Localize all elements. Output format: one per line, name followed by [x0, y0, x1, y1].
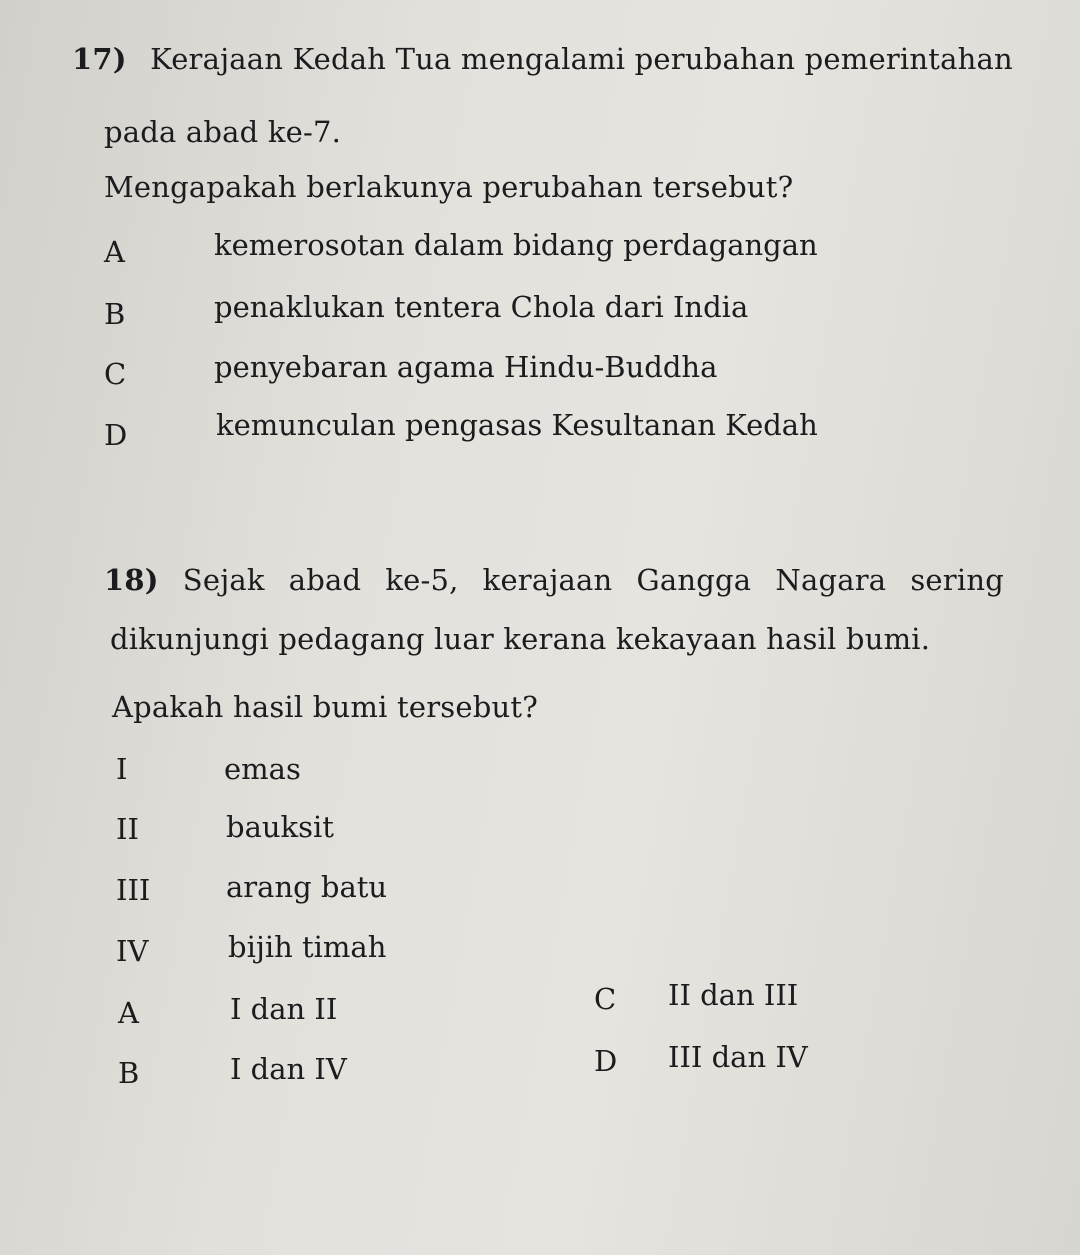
- q18-item-iv-numeral: IV: [116, 934, 149, 968]
- q18-line1: [104, 563, 1004, 597]
- q18-item-i-text: emas: [224, 752, 301, 786]
- q18-word: abad: [288, 563, 362, 597]
- q18-word: sering: [910, 563, 1004, 597]
- q18-word: Gangga: [636, 563, 752, 597]
- q17-option-d-letter: D: [104, 418, 128, 452]
- q18-word: kerajaan: [482, 563, 613, 597]
- q17-stem-line1: Kerajaan Kedah Tua mengalami perubahan pemerintahan: [150, 42, 1013, 76]
- q18-question: Apakah hasil bumi tersebut?: [112, 690, 538, 724]
- q18-item-iii-text: arang batu: [226, 870, 388, 904]
- q18-option-c-letter: C: [594, 982, 617, 1016]
- q17-line1: [72, 42, 1013, 76]
- q18-item-ii-text: bauksit: [226, 810, 334, 844]
- q17-question: Mengapakah berlakunya perubahan tersebut?: [104, 170, 794, 204]
- q18-option-d-text: III dan IV: [668, 1040, 808, 1074]
- q18-stem-line2: dikunjungi pedagang luar kerana kekayaan hasil bumi.: [110, 622, 931, 656]
- q18-word: Nagara: [775, 563, 887, 597]
- q18-option-d-letter: D: [594, 1044, 618, 1078]
- q17-option-d-text: kemunculan pengasas Kesultanan Kedah: [216, 408, 818, 442]
- q18-word: Sejak: [182, 563, 265, 597]
- q17-option-c-letter: C: [104, 357, 127, 391]
- q18-word: ke-5,: [385, 563, 459, 597]
- q18-number: 18): [104, 563, 159, 597]
- q17-option-c-text: penyebaran agama Hindu-Buddha: [214, 350, 718, 384]
- q18-item-iv-text: bijih timah: [228, 930, 387, 964]
- q17-option-a-letter: A: [104, 235, 125, 269]
- q18-item-ii-numeral: II: [116, 812, 139, 846]
- q18-option-a-text: I dan II: [230, 992, 338, 1026]
- q18-option-a-letter: A: [118, 996, 139, 1030]
- q18-option-b-text: I dan IV: [230, 1052, 347, 1086]
- q18-item-i-numeral: I: [116, 752, 128, 786]
- q17-number: 17): [72, 42, 127, 76]
- q18-option-b-letter: B: [118, 1056, 140, 1090]
- q17-stem-line2: pada abad ke-7.: [104, 115, 342, 149]
- q18-item-iii-numeral: III: [116, 873, 151, 907]
- q18-option-c-text: II dan III: [668, 978, 799, 1012]
- q17-option-a-text: kemerosotan dalam bidang perdagangan: [214, 228, 818, 262]
- q17-option-b-letter: B: [104, 297, 126, 331]
- q17-option-b-text: penaklukan tentera Chola dari India: [214, 290, 749, 324]
